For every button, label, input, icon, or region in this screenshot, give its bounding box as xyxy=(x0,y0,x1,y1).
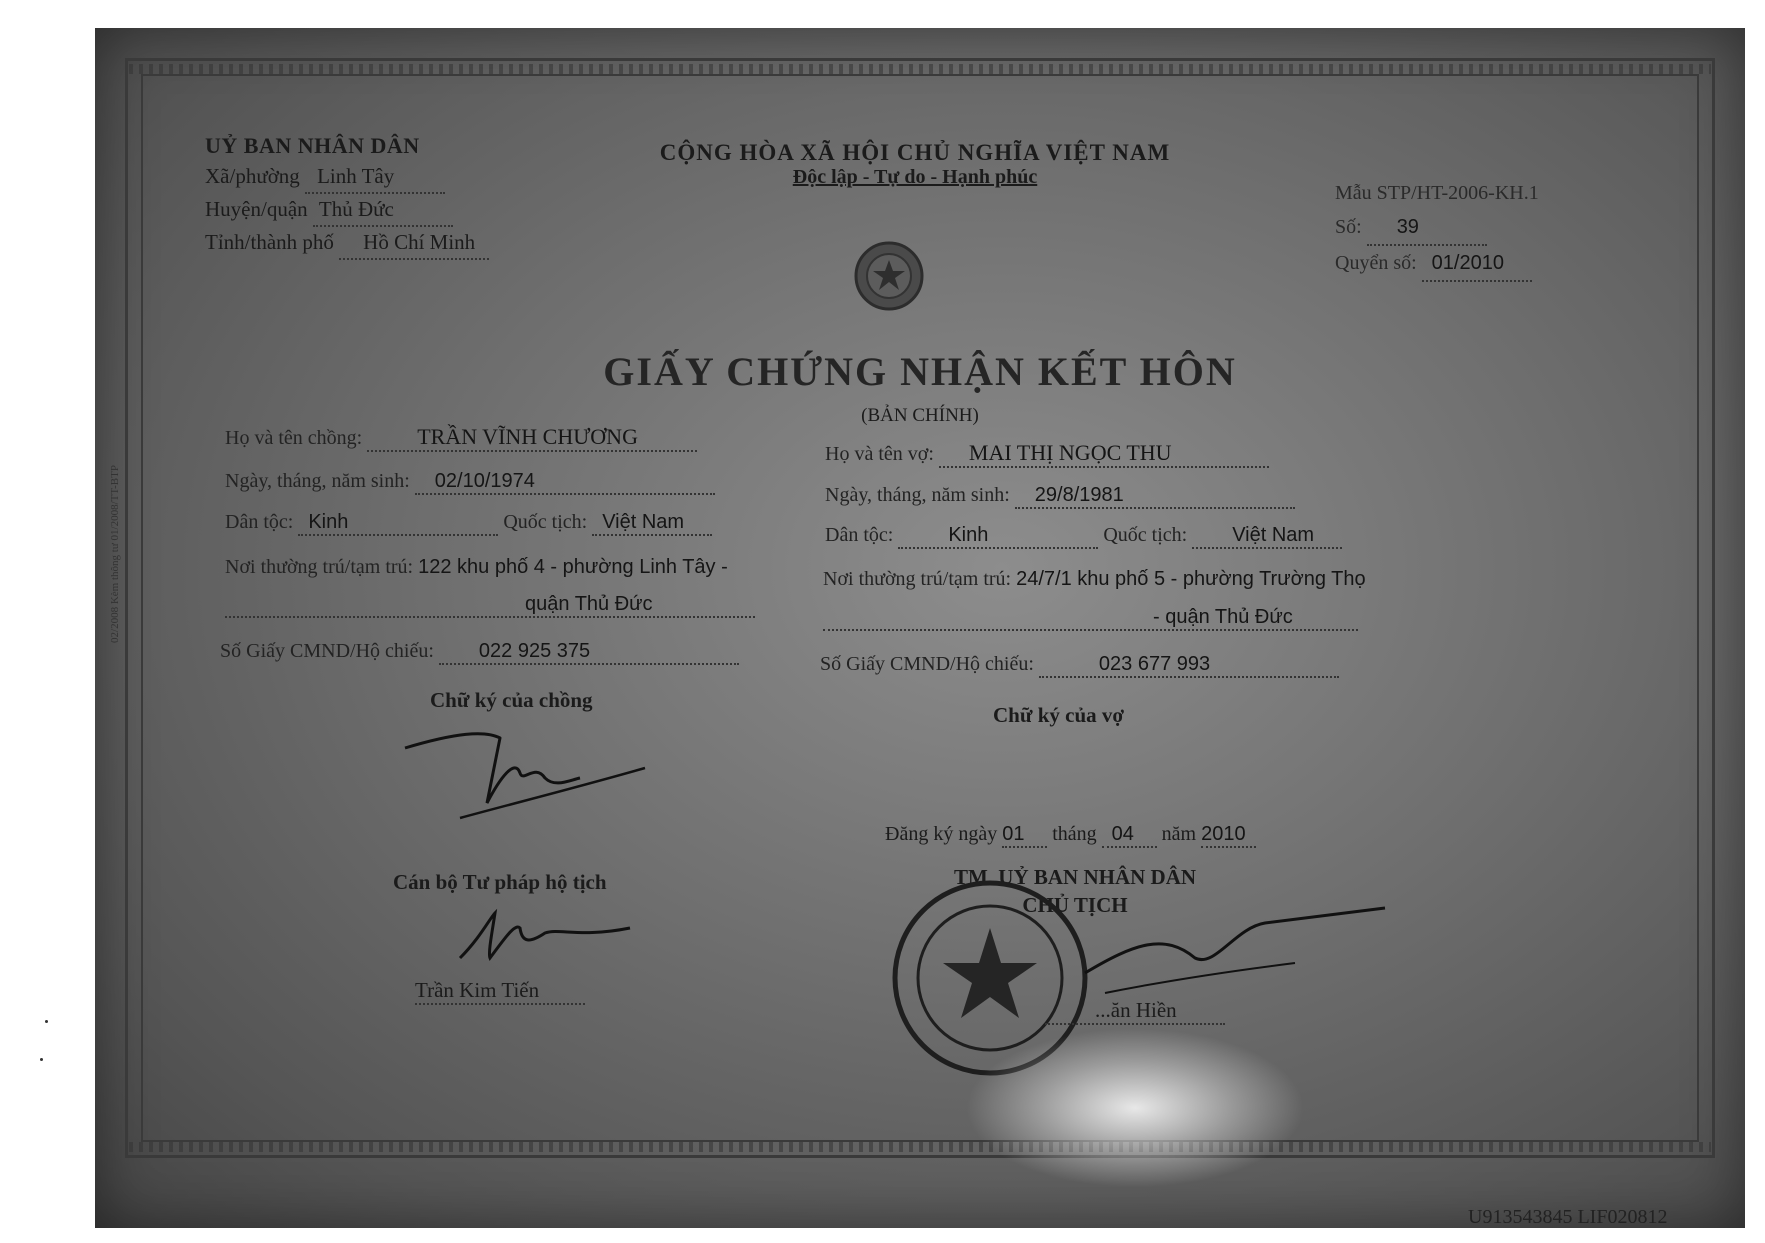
wife-signature-label: Chữ ký của vợ xyxy=(993,703,1125,727)
photo-glare xyxy=(965,1028,1305,1188)
form-code: Mẫu STP/HT-2006-KH.1 xyxy=(1335,182,1539,204)
husband-signature xyxy=(395,718,655,828)
district-line: Huyện/quận Thủ Đức xyxy=(205,194,489,227)
wife-id-row: Số Giấy CMND/Hộ chiếu: 023 677 993 xyxy=(820,653,1339,678)
registration-authority: TM. UỶ BAN NHÂN DÂN CHỦ TỊCH xyxy=(953,865,1197,917)
husband-ethnic-row: Dân tộc: Kinh Quốc tịch: Việt Nam xyxy=(225,511,712,536)
record-number: Số: 39 xyxy=(1335,210,1539,246)
committee-name: UỶ BAN NHÂN DÂN xyxy=(205,133,420,158)
scan-speck xyxy=(45,1020,48,1023)
husband-address-row2: quận Thủ Đức xyxy=(225,593,755,618)
wife-ethnic-row: Dân tộc: Kinh Quốc tịch: Việt Nam xyxy=(825,524,1342,549)
top-fret-pattern xyxy=(129,64,1711,74)
record-info xyxy=(1335,176,1539,282)
husband-name-row: Họ và tên chồng: TRẦN VĨNH CHƯƠNG xyxy=(225,424,697,452)
husband-address-row: Nơi thường trú/tạm trú: 122 khu phố 4 - phường Linh Tây - xyxy=(225,556,728,578)
book-number: Quyển số: 01/2010 xyxy=(1335,246,1539,282)
ward-line: Xã/phường Linh Tây xyxy=(205,161,489,194)
officer-label: Cán bộ Tư pháp hộ tịch xyxy=(393,870,607,894)
husband-signature-label: Chữ ký của chồng xyxy=(430,688,593,712)
chairman-name: ...ăn Hiền xyxy=(1045,998,1225,1025)
husband-id-row: Số Giấy CMND/Hộ chiếu: 022 925 375 xyxy=(220,640,739,665)
city-line: Tỉnh/thành phố Hồ Chí Minh xyxy=(205,227,489,260)
country-name: CỘNG HÒA XÃ HỘI CHỦ NGHĨA VIỆT NAM xyxy=(659,140,1171,165)
issuing-authority xyxy=(205,130,489,260)
wife-address-row2: - quận Thủ Đức xyxy=(823,606,1358,631)
chairman-signature xyxy=(1075,903,1395,1013)
document-title: GIẤY CHỨNG NHẬN KẾT HÔN xyxy=(603,349,1237,394)
national-emblem-icon xyxy=(853,240,925,312)
document-subtitle: (BẢN CHÍNH) xyxy=(861,405,979,426)
wife-name: MAI THỊ NGỌC THU xyxy=(968,440,1172,465)
bottom-fret-pattern xyxy=(129,1142,1711,1152)
wife-dob-row: Ngày, tháng, năm sinh: 29/8/1981 xyxy=(825,484,1295,509)
document-barcode-id: U913543845 LIF020812 xyxy=(1468,1206,1668,1228)
officer-name: Trần Kim Tiến xyxy=(415,978,585,1005)
motto: Độc lập - Tự do - Hạnh phúc xyxy=(792,166,1038,188)
wife-address-row: Nơi thường trú/tạm trú: 24/7/1 khu phố 5 - phường Trường Thọ xyxy=(823,568,1366,590)
husband-name: TRẦN VĨNH CHƯƠNG xyxy=(417,424,638,449)
side-note: 02/2008 Kèm thông tư 01/2008/TT-BTP xyxy=(109,465,121,643)
wife-name-row: Họ và tên vợ: MAI THỊ NGỌC THU xyxy=(825,440,1269,468)
officer-signature xyxy=(450,898,650,978)
scan-speck xyxy=(40,1058,43,1061)
registration-date: Đăng ký ngày 01 tháng 04 năm 2010 xyxy=(885,823,1256,848)
husband-dob-row: Ngày, tháng, năm sinh: 02/10/1974 xyxy=(225,470,715,495)
national-motto xyxy=(635,140,1195,189)
marriage-certificate xyxy=(95,28,1745,1228)
